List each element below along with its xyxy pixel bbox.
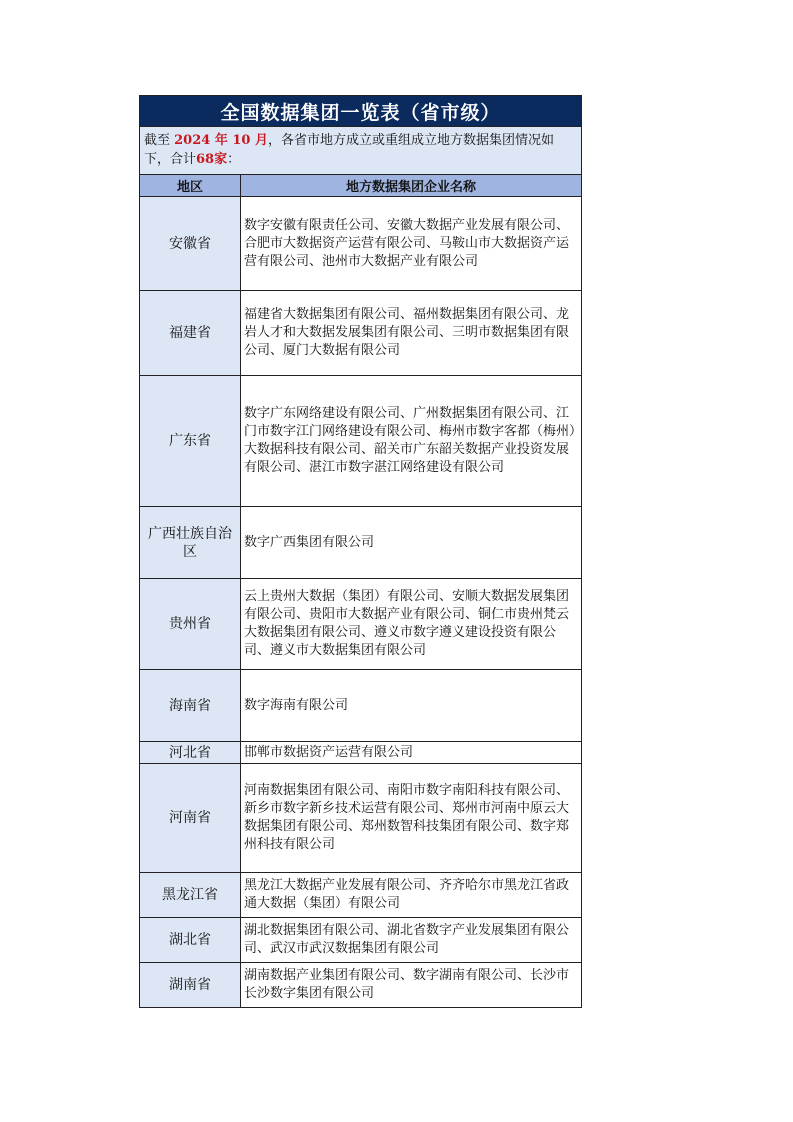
- region-cell: 海南省: [140, 670, 241, 742]
- table-row: [140, 963, 582, 1008]
- header-row: [140, 175, 582, 197]
- region-cell: 广西壮族自治区: [140, 507, 241, 579]
- table-row: [140, 764, 582, 873]
- intro-middle: ，各省市地方成立或重组成立地方数据集团情况如下，合计: [144, 133, 555, 167]
- company-cell: 福建省大数据集团有限公司、福州数据集团有限公司、龙岩人才和大数据发展集团有限公司、三明市数据集团有限公司、厦门大数据有限公司: [241, 291, 582, 376]
- intro-total: 68家: [196, 152, 228, 167]
- company-cell: 黑龙江大数据产业发展有限公司、齐齐哈尔市黑龙江省政通大数据（集团）有限公司: [241, 873, 582, 918]
- company-cell: 邯郸市数据资产运营有限公司: [241, 742, 582, 764]
- table-row: [140, 742, 582, 764]
- region-cell: 广东省: [140, 376, 241, 507]
- region-cell: 黑龙江省: [140, 873, 241, 918]
- header-companies: 地方数据集团企业名称: [241, 175, 582, 197]
- company-cell: 河南数据集团有限公司、南阳市数字南阳科技有限公司、新乡市数字新乡技术运营有限公司、郑州市河南中原云大数据集团有限公司、郑州数智科技集团有限公司、数字郑州科技有限公司: [241, 764, 582, 873]
- intro-suffix: ：: [227, 152, 241, 167]
- intro-prefix: 截至: [144, 133, 175, 148]
- company-cell: 数字海南有限公司: [241, 670, 582, 742]
- table-row: [140, 579, 582, 670]
- header-region: 地区: [140, 175, 241, 197]
- table-row: [140, 197, 582, 291]
- region-cell: 湖北省: [140, 918, 241, 963]
- region-cell: 贵州省: [140, 579, 241, 670]
- table-row: [140, 873, 582, 918]
- region-cell: 安徽省: [140, 197, 241, 291]
- company-cell: 数字广西集团有限公司: [241, 507, 582, 579]
- table-title: 全国数据集团一览表（省市级）: [140, 96, 582, 127]
- table-row: [140, 507, 582, 579]
- company-cell: 数字广东网络建设有限公司、广州数据集团有限公司、江门市数字江门网络建设有限公司、梅州市数字客都（梅州）大数据科技有限公司、韶关市广东韶关数据产业投资发展有限公司、湛江市数字湛江网络建设有限公司: [241, 376, 582, 507]
- region-cell: 河北省: [140, 742, 241, 764]
- company-cell: 湖北数据集团有限公司、湖北省数字产业发展集团有限公司、武汉市武汉数据集团有限公司: [241, 918, 582, 963]
- intro-date: 2024 年 10 月: [174, 133, 268, 148]
- intro-text: [140, 127, 582, 175]
- region-cell: 湖南省: [140, 963, 241, 1008]
- table-row: [140, 670, 582, 742]
- region-cell: 河南省: [140, 764, 241, 873]
- table-row: [140, 918, 582, 963]
- data-group-table: [139, 95, 582, 1008]
- region-cell: 福建省: [140, 291, 241, 376]
- company-cell: 云上贵州大数据（集团）有限公司、安顺大数据发展集团有限公司、贵阳市大数据产业有限公司、铜仁市贵州梵云大数据集团有限公司、遵义市数字遵义建设投资有限公司、遵义市大数据集团有限公司: [241, 579, 582, 670]
- company-cell: 湖南数据产业集团有限公司、数字湖南有限公司、长沙市长沙数字集团有限公司: [241, 963, 582, 1008]
- intro-row: [140, 127, 582, 175]
- table-row: [140, 291, 582, 376]
- company-cell: 数字安徽有限责任公司、安徽大数据产业发展有限公司、合肥市大数据资产运营有限公司、马鞍山市大数据资产运营有限公司、池州市大数据产业有限公司: [241, 197, 582, 291]
- title-row: [140, 96, 582, 127]
- table-row: [140, 376, 582, 507]
